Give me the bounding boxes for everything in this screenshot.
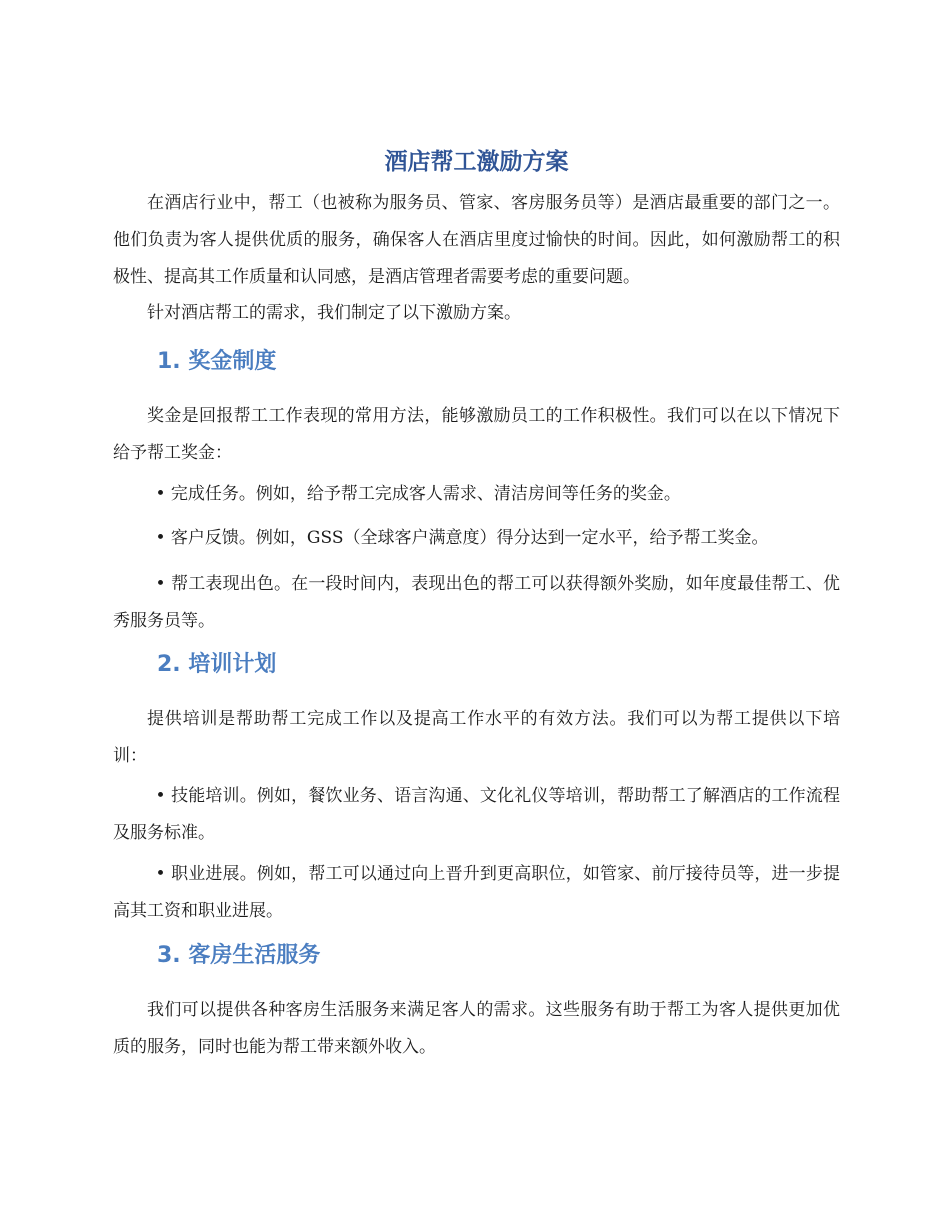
section-body-bonus: 奖金是回报帮工工作表现的常用方法，能够激励员工的工作积极性。我们可以在以下情况下给予帮工奖金： — [113, 406, 840, 463]
bullet-item: • 客户反馈。例如，GSS（全球客户满意度）得分达到一定水平，给予帮工奖金。 — [155, 528, 769, 548]
bullet-item: • 完成任务。例如，给予帮工完成客人需求、清洁房间等任务的奖金。 — [155, 484, 681, 504]
section-heading-bonus: 1. 奖金制度 — [157, 349, 277, 374]
section-heading-training: 2. 培训计划 — [157, 652, 277, 677]
lead-paragraph: 针对酒店帮工的需求，我们制定了以下激励方案。 — [147, 303, 521, 323]
intro-paragraph: 在酒店行业中，帮工（也被称为服务员、管家、客房服务员等）是酒店最重要的部门之一。他们负责为客人提供优质的服务，确保客人在酒店里度过愉快的时间。因此，如何激励帮工的积极性、提高其工作质量和认同感，是酒店管理者需要考虑的重要问题。 — [113, 193, 840, 287]
section-body-room-service: 我们可以提供各种客房生活服务来满足客人的需求。这些服务有助于帮工为客人提供更加优质的服务，同时也能为帮工带来额外收入。 — [113, 1000, 840, 1057]
page-title: 酒店帮工激励方案 — [384, 149, 569, 175]
bullet-item: • 职业进展。例如，帮工可以通过向上晋升到更高职位，如管家、前厅接待员等，进一步提高其工资和职业进展。 — [113, 864, 840, 921]
section-heading-room-service: 3. 客房生活服务 — [157, 943, 321, 968]
bullet-item: • 帮工表现出色。在一段时间内，表现出色的帮工可以获得额外奖励，如年度最佳帮工、优秀服务员等。 — [113, 574, 840, 631]
section-body-training: 提供培训是帮助帮工完成工作以及提高工作水平的有效方法。我们可以为帮工提供以下培训： — [113, 709, 840, 766]
bullet-item: • 技能培训。例如，餐饮业务、语言沟通、文化礼仪等培训，帮助帮工了解酒店的工作流程及服务标准。 — [113, 786, 840, 843]
